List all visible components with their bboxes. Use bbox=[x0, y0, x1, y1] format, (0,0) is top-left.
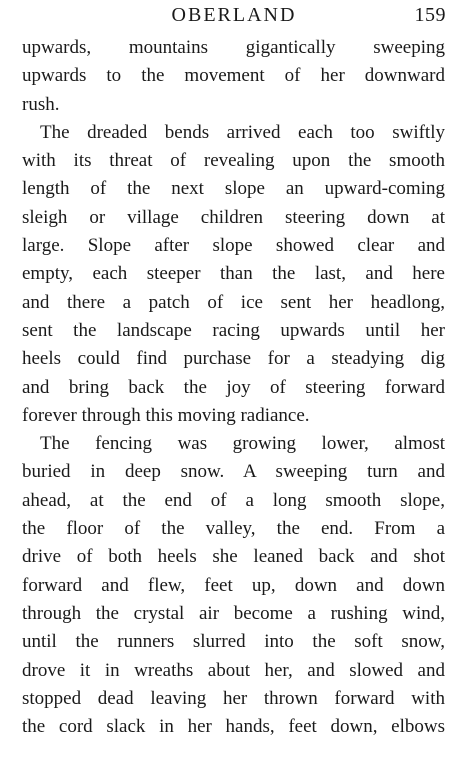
running-head-title: OBERLAND bbox=[171, 4, 297, 26]
text-line: forever through this moving radiance. bbox=[22, 404, 310, 426]
running-head bbox=[22, 2, 446, 28]
text-line: buried in deep snow. A sweeping turn and bbox=[22, 461, 445, 483]
text-line: sleigh or village children steering down at bbox=[22, 206, 445, 228]
text-line: upwards, mountains gigantically sweeping bbox=[22, 37, 445, 58]
text-line: forward and flew, feet up, down and down bbox=[22, 574, 445, 596]
text-line: and there a patch of ice sent her headlong, bbox=[22, 291, 445, 313]
paragraph-first-line: The dreaded bends arrived each too swiftly bbox=[40, 121, 445, 143]
text-line: until the runners slurred into the soft snow, bbox=[22, 631, 445, 653]
text-line: empty, each steeper than the last, and here bbox=[22, 263, 445, 285]
text-line: ahead, at the end of a long smooth slope, bbox=[22, 489, 445, 511]
paragraph-first-line: The fencing was growing lower, almost bbox=[40, 433, 445, 455]
text-line: with its threat of revealing upon the smooth bbox=[22, 150, 445, 172]
text-line: upwards to the movement of her downward bbox=[22, 65, 445, 87]
text-line: the floor of the valley, the end. From a bbox=[22, 518, 445, 540]
text-line: the cord slack in her hands, feet down, elbows bbox=[22, 716, 445, 738]
text-line: large. Slope after slope showed clear and bbox=[22, 235, 445, 257]
text-line: rush. bbox=[22, 93, 60, 115]
text-line: length of the next slope an upward-coming bbox=[22, 178, 445, 200]
text-line: and bring back the joy of steering forward bbox=[22, 376, 445, 398]
text-line: through the crystal air become a rushing wind, bbox=[22, 602, 445, 624]
text-line: heels could find purchase for a steadying dig bbox=[22, 348, 445, 370]
text-line: drive of both heels she leaned back and shot bbox=[22, 546, 445, 568]
text-line: sent the landscape racing upwards until her bbox=[22, 319, 445, 341]
body-text bbox=[22, 34, 445, 741]
page-number: 159 bbox=[414, 4, 446, 26]
text-line: drove it in wreaths about her, and slowed and bbox=[22, 659, 445, 681]
text-line: stopped dead leaving her thrown forward with bbox=[22, 687, 445, 709]
